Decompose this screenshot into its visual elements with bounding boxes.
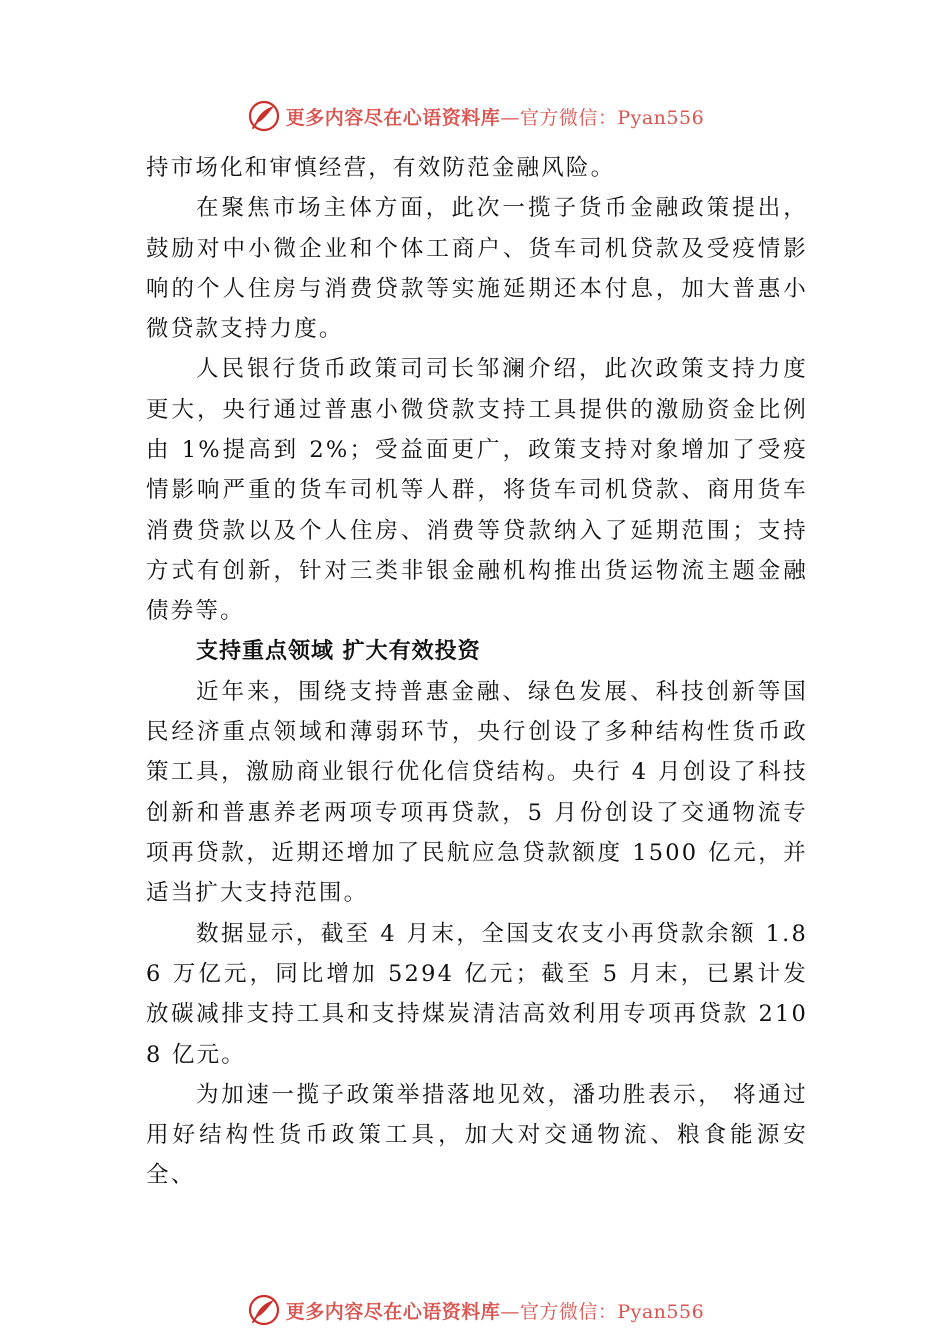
brush-logo-icon — [246, 1292, 282, 1328]
paragraph-data-display: 数据显示，截至 4 月末，全国支农支小再贷款余额 1.86 万亿元，同比增加 5294 亿元；截至 5 月末，已累计发放碳减排支持工具和支持煤炭清洁高效利用专项再贷款 2108 亿元。 — [146, 920, 808, 1068]
paragraph-market-entities: 在聚焦市场主体方面，此次一揽子货币金融政策提出，鼓励对中小微企业和个体工商户、货车司机贷款及受疫情影响的个人住房与消费贷款等实施延期还本付息，加大普惠小微贷款支持力度。 — [146, 195, 808, 343]
document-body — [146, 148, 808, 1196]
paragraph-continuation: 持市场化和审慎经营，有效防范金融风险。 — [146, 155, 616, 181]
paragraph-zou-lan-intro: 人民银行货币政策司司长邹澜介绍，此次政策支持力度更大，央行通过普惠小微贷款支持工具提供的激励资金比例由 1%提高到 2%；受益面更广，政策支持对象增加了受疫情影响严重的货车司机等人群，将货车司机贷款、商用货车消费贷款以及个人住房、消费等贷款纳入了延期范围；支持方式有创新，针对三类非银金融机构推出货运物流主题金融债券等。 — [146, 356, 808, 625]
section-heading: 支持重点领域 扩大有效投资 — [196, 638, 481, 664]
brush-logo-icon — [246, 98, 282, 134]
header-watermark — [0, 94, 950, 138]
watermark-text: 更多内容尽在心语资料库—官方微信：Pyan556 — [285, 106, 705, 129]
watermark-text: 更多内容尽在心语资料库—官方微信：Pyan556 — [285, 1300, 705, 1323]
footer-watermark — [0, 1288, 950, 1332]
paragraph-structural-tools: 近年来，围绕支持普惠金融、绿色发展、科技创新等国民经济重点领域和薄弱环节，央行创设了多种结构性货币政策工具，激励商业银行优化信贷结构。央行 4 月创设了科技创新和普惠养老两项专项再贷款，5 月份创设了交通物流专项再贷款，近期还增加了民航应急贷款额度 1500 亿元，并适当扩大支持范围。 — [146, 678, 808, 907]
paragraph-pan-gongsheng: 为加速一揽子政策举措落地见效，潘功胜表示， 将通过用好结构性货币政策工具，加大对交通物流、粮食能源安全、 — [146, 1081, 808, 1189]
